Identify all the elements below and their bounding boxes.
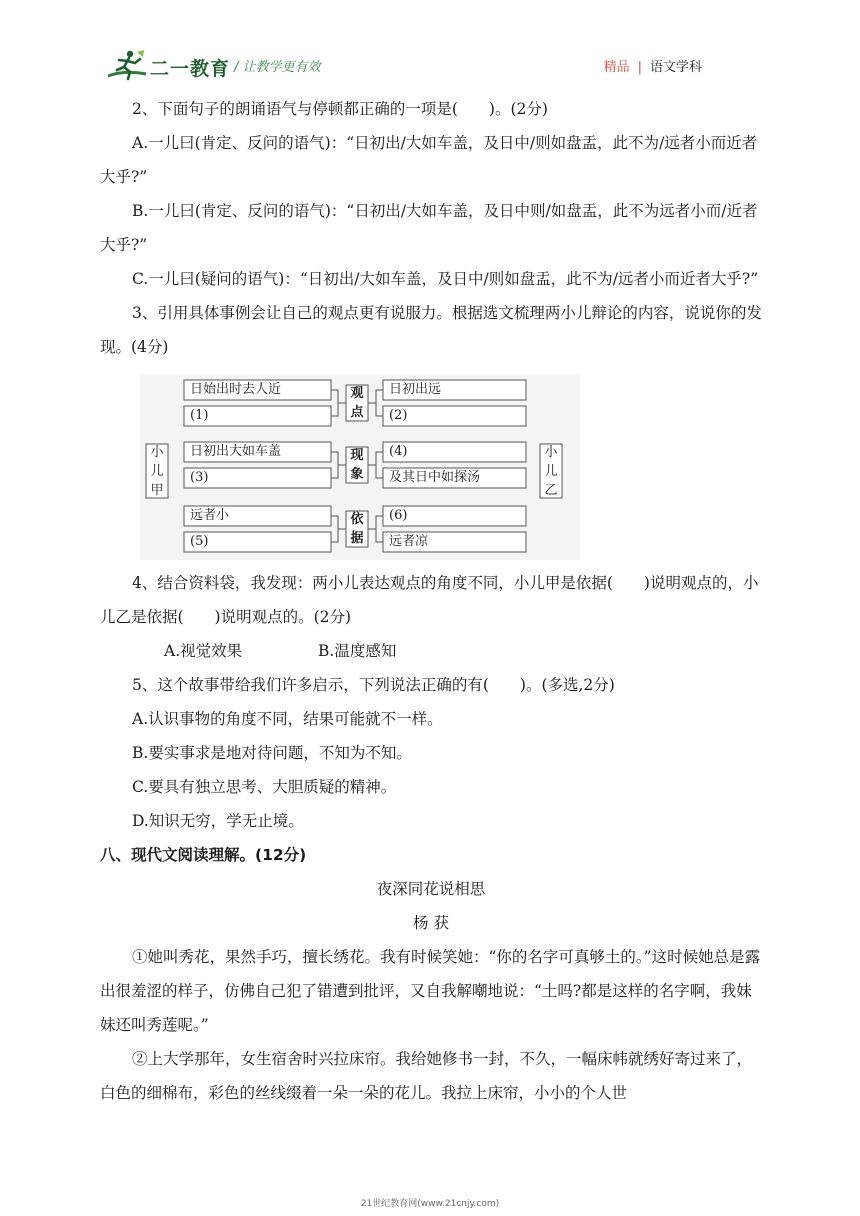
article-paragraph-2: ②上大学那年，女生宿舍时兴拉床帘。我给她修书一封，不久，一幅床帏就绣好寄过来了，白色的细棉布，彩色的丝线缀着一朵一朵的花儿。我拉上床帘，小小的个人世 (100, 1050, 753, 1102)
question-2: 2、下面句子的朗诵语气与停顿都正确的一项是( )。(2分) (132, 100, 548, 118)
row-2-left-bottom: (3) (190, 470, 209, 485)
row-3-left-bottom: (5) (190, 534, 209, 549)
tag-separator: | (637, 60, 642, 75)
question-5-option-a: A.认识事物的角度不同，结果可能就不一样。 (132, 710, 443, 728)
article-paragraph-1: ①她叫秀花，果然手巧，擅长绣花。我有时候笑她：“你的名字可真够土的。”这时候她总是露出很羞涩的样子，仿佛自己犯了错遭到批评，又自我解嘲地说：“土吗?都是这样的名字啊，我妹妹还叫秀莲呢。” (100, 948, 761, 1034)
page-footer: 21世纪教育网(www.21cnjy.com) (360, 1199, 500, 1209)
row-3-right-bottom: 远者凉 (389, 534, 429, 549)
left-child-label: 小儿甲 (150, 445, 164, 498)
row-2-center: 现象 (350, 448, 364, 482)
row-1-right-top: 日初出远 (389, 382, 442, 397)
question-4-option-a: A.视觉效果 (164, 642, 243, 660)
slogan: / 让教学更有效 (234, 60, 321, 75)
question-2-option-c: C.一儿曰(疑问的语气)：“日初出/大如车盖，及日中/则如盘盂，此不为/远者小而近者大乎?” (132, 270, 759, 288)
row-3-right-top: (6) (389, 508, 408, 523)
question-5-option-c: C.要具有独立思考、大胆质疑的精神。 (132, 778, 397, 796)
right-child-label: 小儿乙 (544, 445, 558, 498)
row-3-left-top: 远者小 (190, 508, 230, 523)
row-1-left-bottom: (1) (190, 408, 209, 423)
row-1-right-bottom: (2) (389, 408, 408, 423)
debate-diagram (100, 374, 762, 560)
article-author: 杨 获 (413, 914, 449, 932)
question-4-option-b: B.温度感知 (318, 642, 397, 660)
document-body (100, 92, 762, 1110)
article-title: 夜深同花说相思 (376, 880, 486, 898)
quality-tag: 精品 (603, 60, 630, 75)
section-8-heading: 八、现代文阅读理解。(12分) (100, 846, 307, 864)
question-4: 4、结合资料袋，我发现：两小儿表达观点的角度不同，小儿甲是依据( )说明观点的，小儿乙是依据( )说明观点的。(2分) (100, 574, 759, 626)
row-3-center: 依据 (350, 512, 364, 546)
page-header (100, 48, 760, 88)
row-2-right-top: (4) (389, 444, 408, 459)
subject-tag (604, 56, 702, 75)
subject-label: 语文学科 (649, 60, 702, 75)
brand-name: 二一教育 (150, 58, 231, 80)
question-5-option-b: B.要实事求是地对待问题，不知为不知。 (132, 744, 412, 762)
running-man-logo-icon (104, 48, 150, 82)
question-2-option-b: B.一儿曰(肯定、反问的语气)：“日初出/大如车盖，及日中则/如盘盂，此不为远者小而/近者大乎?” (100, 202, 758, 254)
question-5: 5、这个故事带给我们许多启示，下列说法正确的有( )。(多选,2分) (132, 676, 615, 694)
row-1-center: 观点 (350, 386, 364, 420)
row-2-left-top: 日初出大如车盖 (190, 444, 282, 459)
question-4-options (100, 634, 762, 668)
question-3: 3、引用具体事例会让自己的观点更有说服力。根据选文梳理两小儿辩论的内容，说说你的发现。(4分) (100, 304, 762, 356)
row-1-left-top: 日始出时去人近 (190, 382, 282, 397)
question-2-option-a: A.一儿曰(肯定、反问的语气)：“日初出/大如车盖，及日中/则如盘盂，此不为/远者小而近者大乎?” (100, 134, 758, 186)
question-5-option-d: D.知识无穷，学无止境。 (132, 812, 304, 830)
row-2-right-bottom: 及其日中如探汤 (389, 470, 481, 485)
